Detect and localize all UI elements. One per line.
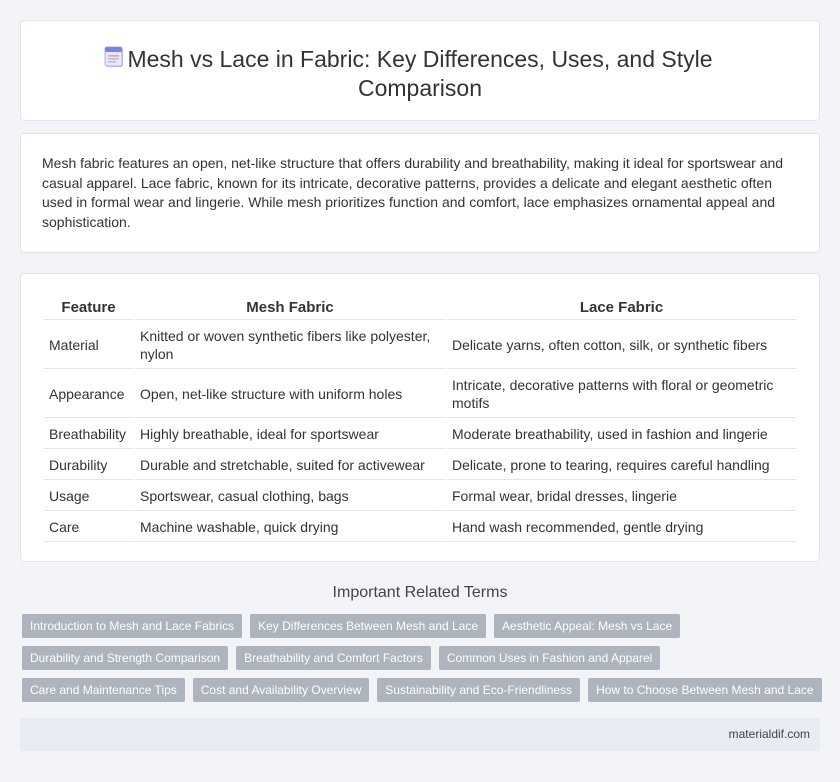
column-header-feature: Feature (44, 296, 133, 320)
table-cell: Durable and stretchable, suited for activewear (135, 451, 445, 480)
column-header-mesh: Mesh Fabric (135, 296, 445, 320)
table-cell: Durability (44, 451, 133, 480)
table-cell: Highly breathable, ideal for sportswear (135, 420, 445, 449)
table-row (44, 513, 796, 542)
related-term-tag[interactable]: How to Choose Between Mesh and Lace (588, 678, 821, 702)
table-cell: Usage (44, 482, 133, 511)
table-cell: Delicate, prone to tearing, requires careful handling (447, 451, 796, 480)
table-cell: Open, net-like structure with uniform holes (135, 371, 445, 418)
tag-row (22, 646, 822, 670)
table-cell: Delicate yarns, often cotton, silk, or synthetic fibers (447, 322, 796, 369)
comparison-table (42, 294, 798, 544)
comparison-table-card (20, 273, 820, 562)
table-cell: Sportswear, casual clothing, bags (135, 482, 445, 511)
related-term-tag[interactable]: Common Uses in Fashion and Apparel (439, 646, 660, 670)
related-term-tag[interactable]: Breathability and Comfort Factors (236, 646, 431, 670)
footer-site-name: materialdif.com (728, 727, 810, 741)
tag-row (22, 614, 822, 638)
intro-card (20, 133, 820, 253)
table-row (44, 420, 796, 449)
table-row (44, 451, 796, 480)
related-term-tag[interactable]: Durability and Strength Comparison (22, 646, 228, 670)
related-terms-heading: Important Related Terms (332, 584, 508, 601)
intro-paragraph: Mesh fabric features an open, net-like structure that offers durability and breathability, making it ideal for sportswear and casual apparel. Lace fabric, known for its intricate, decorative patterns, provides a delicate and elegant aesthetic often used in formal wear and lingerie. While mesh prioritizes function and comfort, lace emphasizes ornamental appeal and sophistication. (42, 155, 784, 230)
table-row (44, 322, 796, 369)
footer-bar (20, 718, 820, 751)
table-cell: Appearance (44, 371, 133, 418)
table-cell: Knitted or woven synthetic fibers like polyester, nylon (135, 322, 445, 369)
page-title: Mesh vs Lace in Fabric: Key Differences, Uses, and Style Comparison (127, 46, 713, 101)
table-cell: Intricate, decorative patterns with floral or geometric motifs (447, 371, 796, 418)
table-row (44, 482, 796, 511)
table-cell: Machine washable, quick drying (135, 513, 445, 542)
table-cell: Breathability (44, 420, 133, 449)
table-cell: Material (44, 322, 133, 369)
related-term-tag[interactable]: Aesthetic Appeal: Mesh vs Lace (494, 614, 680, 638)
related-term-tag[interactable]: Care and Maintenance Tips (22, 678, 185, 702)
table-cell: Moderate breathability, used in fashion and lingerie (447, 420, 796, 449)
table-cell: Hand wash recommended, gentle drying (447, 513, 796, 542)
related-terms-tags (22, 614, 822, 710)
table-cell: Formal wear, bridal dresses, lingerie (447, 482, 796, 511)
column-header-lace: Lace Fabric (447, 296, 796, 320)
related-term-tag[interactable]: Sustainability and Eco-Friendliness (377, 678, 580, 702)
header-card (20, 20, 820, 121)
related-term-tag[interactable]: Cost and Availability Overview (193, 678, 370, 702)
table-header-row (44, 296, 796, 320)
table-cell: Care (44, 513, 133, 542)
related-term-tag[interactable]: Introduction to Mesh and Lace Fabrics (22, 614, 242, 638)
table-row (44, 371, 796, 418)
tag-row (22, 678, 822, 702)
related-term-tag[interactable]: Key Differences Between Mesh and Lace (250, 614, 486, 638)
